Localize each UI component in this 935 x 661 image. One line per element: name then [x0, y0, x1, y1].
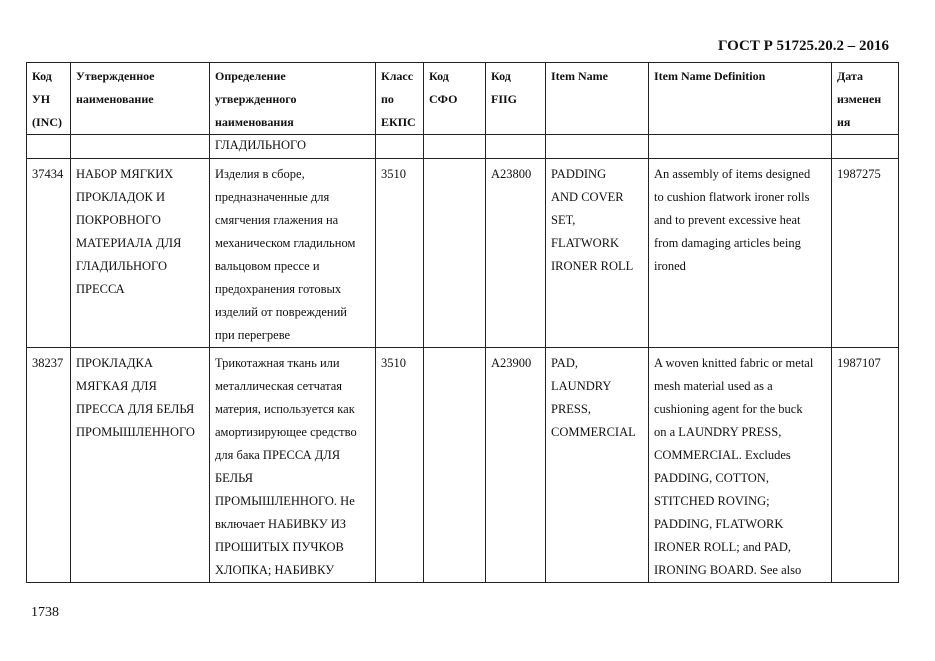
text-line: PRESS, [551, 402, 591, 416]
text-line: Код [491, 69, 511, 83]
text-line: ПРЕССА ДЛЯ БЕЛЬЯ [76, 402, 195, 416]
col-header-definition [210, 63, 376, 135]
cell-fiig: A23900 [486, 348, 546, 583]
cell-date: 1987107 [832, 348, 899, 583]
cell-definition [210, 159, 376, 348]
text-line: IRONER ROLL [551, 259, 634, 273]
document-standard-title: ГОСТ Р 51725.20.2 – 2016 [717, 38, 889, 54]
text-line: Код [32, 69, 52, 83]
text-line: PAD, [551, 356, 578, 370]
col-header-item-definition [649, 63, 832, 135]
text-line: предназначенные для [215, 190, 330, 204]
text-line: ГЛАДИЛЬНОГО [76, 259, 167, 273]
cell-date: 1987275 [832, 159, 899, 348]
text-line: для бака ПРЕССА ДЛЯ [215, 448, 341, 462]
text-line: A woven knitted fabric or metal [654, 356, 814, 370]
cell-item-name [546, 159, 649, 348]
catalog-table [26, 62, 899, 583]
text-line: ПРОМЫШЛЕННОГО. Не [215, 494, 355, 508]
text-line: при перегреве [215, 328, 291, 342]
text-line: PADDING [551, 167, 607, 181]
text-line: УН [32, 92, 51, 106]
text-line: STITCHED ROVING; [654, 494, 770, 508]
text-line: металлическая сетчатая [215, 379, 343, 393]
text-line: An assembly of items designed [654, 167, 811, 181]
continuation-definition: ГЛАДИЛЬНОГО [210, 135, 376, 159]
text-line: ПРОМЫШЛЕННОГО [76, 425, 195, 439]
text-line: смягчения глажения на [215, 213, 339, 227]
text-line: (INC) [32, 115, 62, 129]
text-line: включает НАБИВКУ ИЗ [215, 517, 346, 531]
cell-item-definition [649, 159, 832, 348]
text-line: ПРЕССА [76, 282, 125, 296]
text-line: LAUNDRY [551, 379, 612, 393]
text-line: наименования [215, 115, 294, 129]
cell-approved-name [71, 159, 210, 348]
text-line: СФО [429, 92, 458, 106]
text-line: to cushion flatwork ironer rolls [654, 190, 810, 204]
col-header-sfo [424, 63, 486, 135]
cell-definition [210, 348, 376, 583]
text-line: утвержденного [215, 92, 297, 106]
text-line: AND COVER [551, 190, 624, 204]
text-line: SET, [551, 213, 576, 227]
text-line: амортизирующее средство [215, 425, 357, 439]
text-line: mesh material used as a [654, 379, 773, 393]
table-row [27, 159, 899, 348]
col-header-approved-name [71, 63, 210, 135]
cell-class: 3510 [376, 348, 424, 583]
text-line: ХЛОПКА; НАБИВКУ [215, 563, 335, 577]
continuation-row [27, 135, 899, 159]
text-line: Изделия в сборе, [215, 167, 305, 181]
table-row [27, 348, 899, 583]
text-line: on a LAUNDRY PRESS, [654, 425, 782, 439]
cell-class: 3510 [376, 159, 424, 348]
text-line: ия [837, 115, 851, 129]
text-line: FLATWORK [551, 236, 620, 250]
text-line: from damaging articles being [654, 236, 801, 250]
text-line: ironed [654, 259, 686, 273]
text-line: IRONING BOARD. See also [654, 563, 802, 577]
text-line: изменен [837, 92, 882, 106]
header-row [27, 63, 899, 135]
text-line: cushioning agent for the buck [654, 402, 803, 416]
cell-sfo [424, 348, 486, 583]
text-line: and to prevent excessive heat [654, 213, 801, 227]
col-header-class [376, 63, 424, 135]
cell-inc: 38237 [27, 348, 71, 583]
text-line: по [381, 92, 394, 106]
text-line: МЯГКАЯ ДЛЯ [76, 379, 157, 393]
text-line: Item Name Definition [654, 69, 766, 83]
cell-sfo [424, 159, 486, 348]
cell-approved-name [71, 348, 210, 583]
text-line: ЕКПС [381, 115, 416, 129]
text-line: Item Name [551, 69, 608, 83]
text-line: материя, используется как [215, 402, 355, 416]
text-line: предохранения готовых [215, 282, 342, 296]
text-line: Код [429, 69, 449, 83]
text-line: вальцовом прессе и [215, 259, 320, 273]
text-line: НАБОР МЯГКИХ [76, 167, 174, 181]
text-line: FIIG [491, 92, 518, 106]
text-line: механическом гладильном [215, 236, 356, 250]
text-line: БЕЛЬЯ [215, 471, 253, 485]
text-line: Определение [215, 69, 286, 83]
text-line: ПРОКЛАДОК И [76, 190, 166, 204]
cell-inc: 37434 [27, 159, 71, 348]
text-line: COMMERCIAL [551, 425, 636, 439]
text-line: PADDING, COTTON, [654, 471, 769, 485]
text-line: COMMERCIAL. Excludes [654, 448, 791, 462]
text-line: изделий от повреждений [215, 305, 347, 319]
col-header-item-name [546, 63, 649, 135]
text-line: Дата [837, 69, 863, 83]
cell-item-name [546, 348, 649, 583]
text-line: ПОКРОВНОГО [76, 213, 161, 227]
col-header-fiig [486, 63, 546, 135]
text-line: Трикотажная ткань или [215, 356, 340, 370]
text-line: Класс [381, 69, 414, 83]
col-header-inc [27, 63, 71, 135]
cell-item-definition [649, 348, 832, 583]
text-line: PADDING, FLATWORK [654, 517, 784, 531]
page-number: 1738 [31, 605, 59, 620]
text-line: ПРОКЛАДКА [76, 356, 153, 370]
cell-fiig: A23800 [486, 159, 546, 348]
text-line: Утвержденное [76, 69, 155, 83]
text-line: МАТЕРИАЛА ДЛЯ [76, 236, 182, 250]
text-line: наименование [76, 92, 154, 106]
text-line: ПРОШИТЫХ ПУЧКОВ [215, 540, 344, 554]
text-line: IRONER ROLL; and PAD, [654, 540, 792, 554]
col-header-date [832, 63, 899, 135]
